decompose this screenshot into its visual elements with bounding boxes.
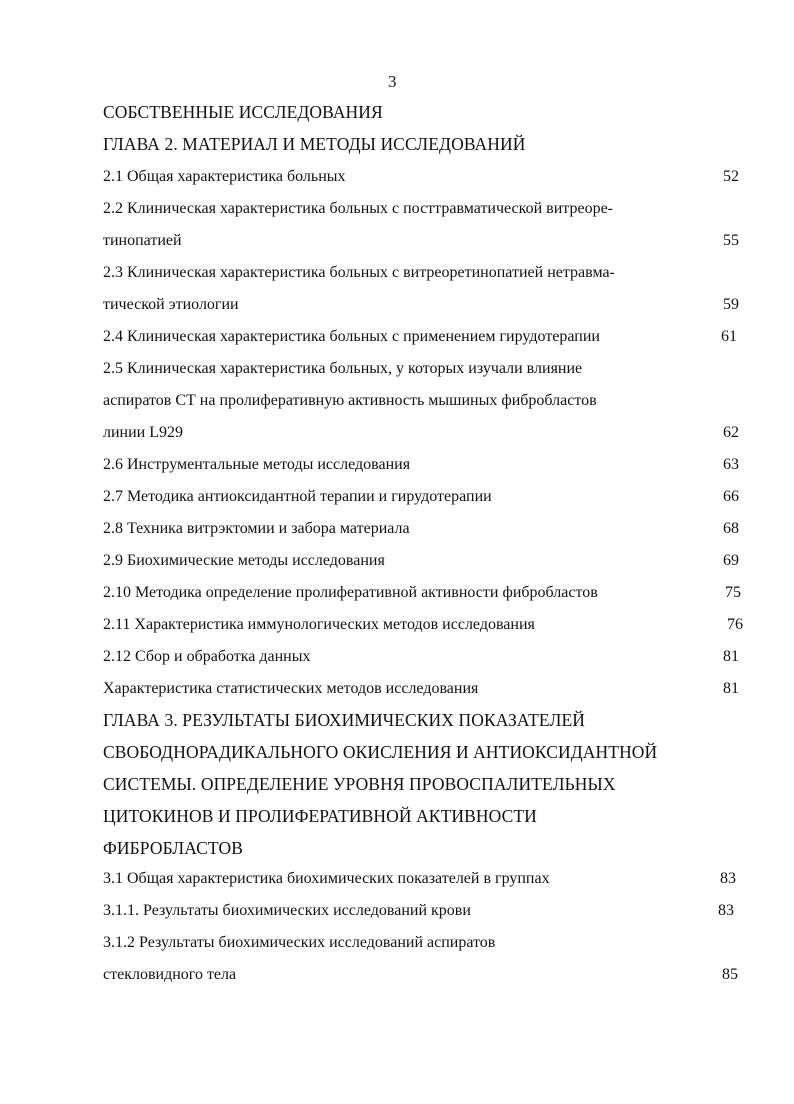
- toc-page-2-12: 81: [723, 648, 739, 665]
- page-number: 3: [388, 72, 397, 91]
- toc-entry-3-1-1: 3.1.1. Результаты биохимических исследований крови: [103, 902, 471, 919]
- toc-entry-2-6: 2.6 Инструментальные методы исследования: [103, 456, 411, 473]
- toc-entry-2-5-cont-2: линии L929: [103, 424, 184, 441]
- toc-entry-2-3: 2.3 Клиническая характеристика больных с витреоретинопатией нетравма-: [103, 264, 615, 281]
- toc-entry-2-3-cont: тической этиологии: [103, 296, 239, 313]
- toc-entry-2-7: 2.7 Методика антиоксидантной терапии и гирудотерапии: [103, 488, 492, 505]
- toc-page-3-1-2: 85: [722, 966, 738, 983]
- toc-page-2-8: 68: [723, 520, 739, 537]
- chapter-3-heading-line-3: СИСТЕМЫ. ОПРЕДЕЛЕНИЕ УРОВНЯ ПРОВОСПАЛИТЕЛЬНЫХ: [103, 774, 616, 794]
- toc-entry-2-5-cont-1: аспиратов СТ на пролиферативную активность мышиных фибробластов: [103, 392, 597, 409]
- toc-entry-2-2-cont: тинопатией: [103, 232, 182, 249]
- toc-page-2-9: 69: [723, 552, 739, 569]
- toc-entry-2-2: 2.2 Клиническая характеристика больных с посттравматической витреоре-: [103, 200, 613, 217]
- chapter-2-heading: ГЛАВА 2. МАТЕРИАЛ И МЕТОДЫ ИССЛЕДОВАНИЙ: [103, 134, 526, 154]
- toc-entry-3-1-2: 3.1.2 Результаты биохимических исследований аспиратов: [103, 934, 496, 951]
- toc-entry-statistics: Характеристика статистических методов исследования: [103, 680, 479, 697]
- toc-page-2-11: 76: [727, 616, 743, 633]
- chapter-3-heading-line-4: ЦИТОКИНОВ И ПРОЛИФЕРАТИВНОЙ АКТИВНОСТИ: [103, 806, 537, 826]
- toc-entry-2-12: 2.12 Сбор и обработка данных: [103, 648, 311, 665]
- section-heading: СОБСТВЕННЫЕ ИССЛЕДОВАНИЯ: [103, 102, 383, 122]
- toc-page-2-3: 59: [723, 296, 739, 313]
- toc-page-2-7: 66: [723, 488, 739, 505]
- toc-entry-2-10: 2.10 Методика определение пролиферативной активности фибробластов: [103, 584, 598, 601]
- toc-entry-2-1: 2.1 Общая характеристика больных: [103, 168, 346, 185]
- toc-page-3-1: 83: [720, 870, 736, 887]
- toc-page-statistics: 81: [723, 680, 739, 697]
- toc-page-2-6: 63: [723, 456, 739, 473]
- toc-entry-3-1-2-cont: стекловидного тела: [103, 966, 237, 983]
- toc-page-2-4: 61: [721, 328, 737, 345]
- toc-page-3-1-1: 83: [718, 902, 734, 919]
- chapter-3-heading-line-1: ГЛАВА 3. РЕЗУЛЬТАТЫ БИОХИМИЧЕСКИХ ПОКАЗАТЕЛЕЙ: [103, 710, 585, 730]
- toc-page-2-10: 75: [725, 584, 741, 601]
- toc-entry-3-1: 3.1 Общая характеристика биохимических показателей в группах: [103, 870, 550, 887]
- toc-page-2-1: 52: [723, 168, 739, 185]
- toc-page-2-2: 55: [723, 232, 739, 249]
- toc-entry-2-4: 2.4 Клиническая характеристика больных с применением гирудотерапии: [103, 328, 600, 345]
- toc-entry-2-11: 2.11 Характеристика иммунологических методов исследования: [103, 616, 535, 633]
- toc-entry-2-5: 2.5 Клиническая характеристика больных, у которых изучали влияние: [103, 360, 583, 377]
- toc-entry-2-9: 2.9 Биохимические методы исследования: [103, 552, 385, 569]
- chapter-3-heading-line-2: СВОБОДНОРАДИКАЛЬНОГО ОКИСЛЕНИЯ И АНТИОКСИДАНТНОЙ: [103, 742, 658, 762]
- toc-entry-2-8: 2.8 Техника витрэктомии и забора материала: [103, 520, 410, 537]
- toc-page-2-5: 62: [723, 424, 739, 441]
- chapter-3-heading-line-5: ФИБРОБЛАСТОВ: [103, 838, 243, 858]
